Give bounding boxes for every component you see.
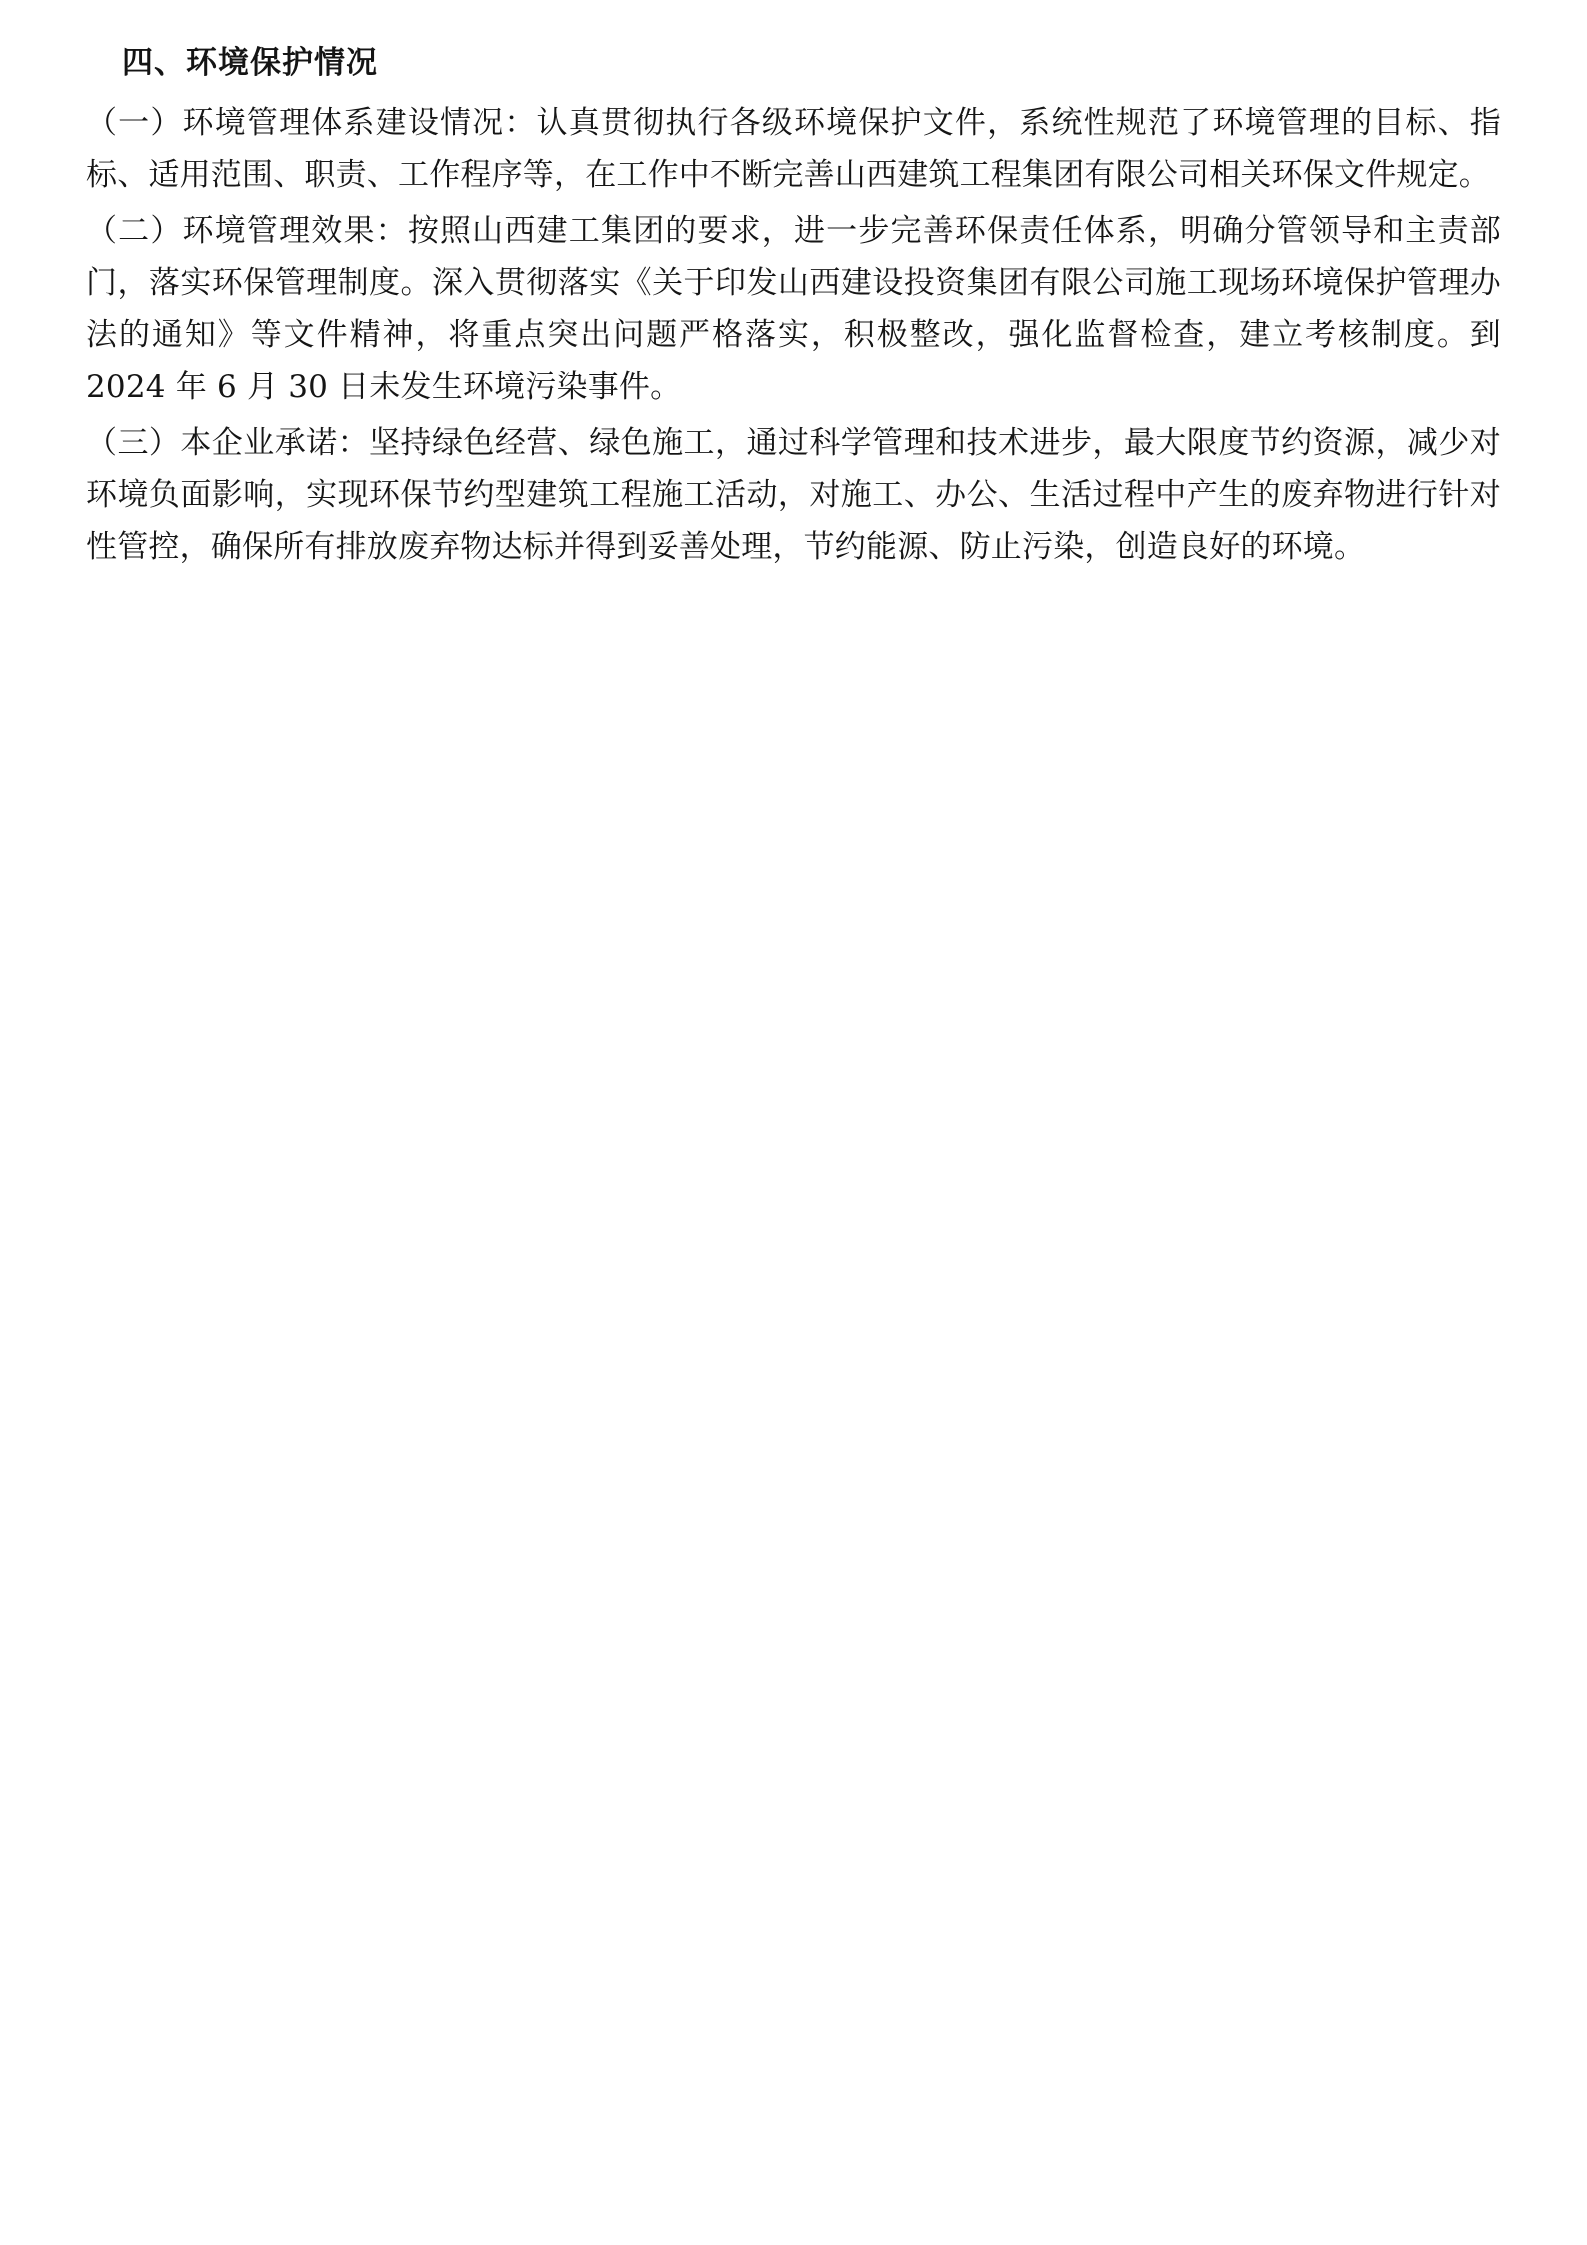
page-title: 四、环境保护情况	[122, 45, 378, 81]
paragraph-company-commitment: （三）本企业承诺：坚持绿色经营、绿色施工，通过科学管理和技术进步，最大限度节约资源，减少对环境负面影响，实现环保节约型建筑工程施工活动，对施工、办公、生活过程中产生的废弃物进行针对性管控，确保所有排放废弃物达标并得到妥善处理，节约能源、防止污染，创造良好的环境。	[86, 424, 1501, 566]
paragraph-environment-management-system: （一）环境管理体系建设情况：认真贯彻执行各级环境保护文件，系统性规范了环境管理的目标、指标、适用范围、职责、工作程序等，在工作中不断完善山西建筑工程集团有限公司相关环保文件规定。	[86, 104, 1501, 193]
paragraph-environment-management-effect: （二）环境管理效果：按照山西建工集团的要求，进一步完善环保责任体系，明确分管领导和主责部门，落实环保管理制度。深入贯彻落实《关于印发山西建设投资集团有限公司施工现场环境保护管理办法的通知》等文件精神，将重点突出问题严格落实，积极整改，强化监督检查，建立考核制度。到 2024 年 6 月 30 日未发生环境污染事件。	[86, 212, 1501, 405]
document-body	[86, 40, 1501, 573]
